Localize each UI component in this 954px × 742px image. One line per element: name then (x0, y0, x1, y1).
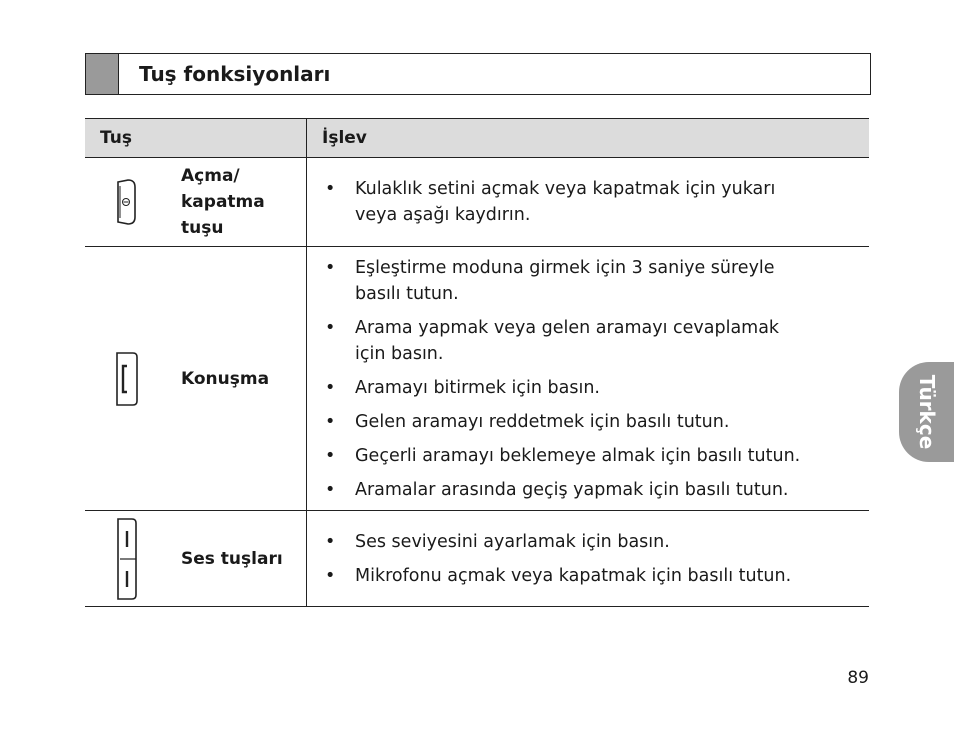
language-tab (899, 362, 954, 462)
key-cell (85, 247, 307, 511)
key-function-table (85, 118, 869, 607)
column-header-function: İşlev (307, 119, 870, 158)
function-item: • Aramalar arasında geçiş yapmak için basılı tutun. (323, 477, 869, 503)
talk-button-icon (85, 351, 167, 407)
section-marker (86, 54, 119, 94)
table-header-row (85, 119, 869, 158)
function-item: • Arama yapmak veya gelen aramayı cevaplamak için basın. (323, 315, 869, 367)
table-row (85, 511, 869, 607)
key-name: Ses tuşları (181, 548, 283, 569)
section-title: Tuş fonksiyonları (139, 62, 331, 86)
column-header-key: Tuş (85, 119, 307, 158)
function-item: • Eşleştirme moduna girmek için 3 saniye süreyle basılı tutun. (323, 255, 869, 307)
section-header (85, 53, 871, 95)
function-item: • Mikrofonu açmak veya kapatmak için basılı tutun. (323, 563, 869, 589)
table-row (85, 247, 869, 511)
function-item: • Ses seviyesini ayarlamak için basın. (323, 529, 869, 555)
key-name-line: kapatma (181, 192, 265, 212)
key-cell (85, 511, 307, 607)
function-cell (307, 158, 870, 247)
function-item: • Aramayı bitirmek için basın. (323, 375, 869, 401)
power-switch-icon (85, 178, 167, 226)
table-row (85, 158, 869, 247)
function-cell (307, 247, 870, 511)
function-cell (307, 511, 870, 607)
key-name-line: Açma/ (181, 166, 240, 186)
function-item: • Geçerli aramayı beklemeye almak için basılı tutun. (323, 443, 869, 469)
language-tab-label: Türkçe (914, 374, 939, 450)
key-name (167, 163, 306, 241)
function-item: • Kulaklık setini açmak veya kapatmak için yukarı veya aşağı kaydırın. (323, 176, 869, 228)
key-name-line: tuşu (181, 218, 224, 238)
page-number: 89 (847, 668, 869, 688)
volume-keys-icon (85, 517, 167, 601)
key-cell (85, 158, 307, 247)
function-item: • Gelen aramayı reddetmek için basılı tutun. (323, 409, 869, 435)
key-name: Konuşma (181, 368, 270, 389)
